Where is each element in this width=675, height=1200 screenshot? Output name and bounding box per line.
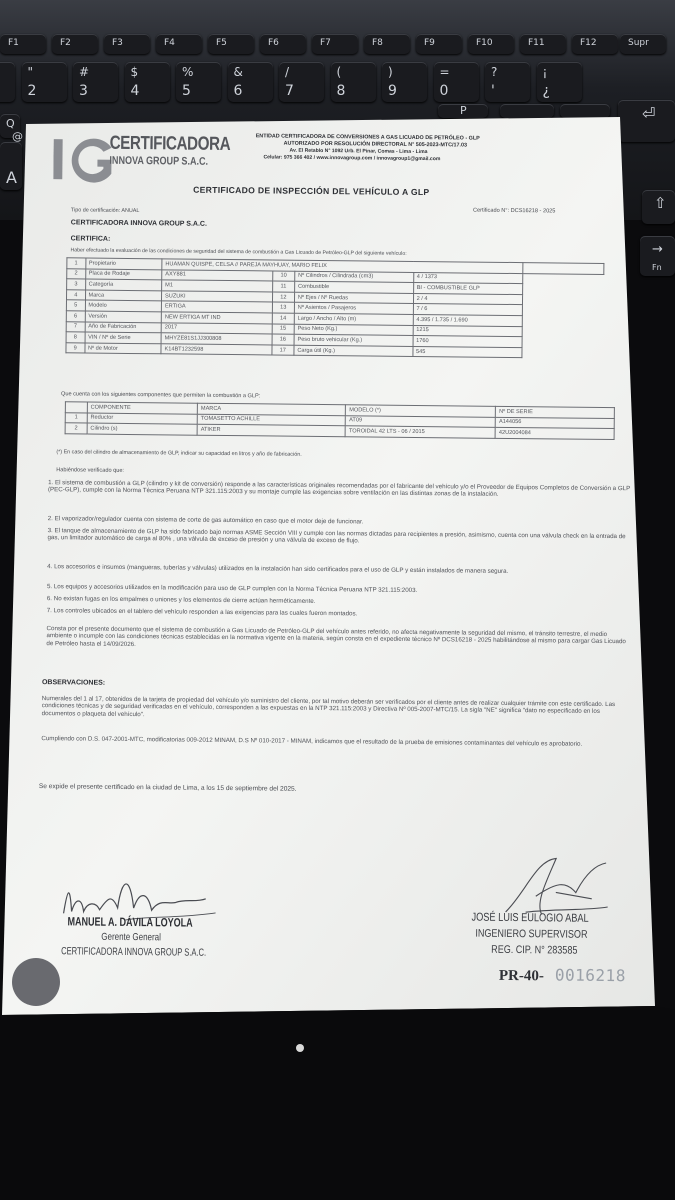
table-cell: 13 xyxy=(272,302,294,313)
table-cell: 545 xyxy=(412,346,521,358)
number-key-symbol: # xyxy=(79,65,90,79)
number-key-digit: 3 xyxy=(79,83,88,99)
number-key-digit: ¿ xyxy=(542,83,550,99)
table-cell: Peso Neto (Kg.) xyxy=(294,324,413,336)
table-cell: Largo / Ancho / Alto (m) xyxy=(294,313,413,325)
function-key-label: F12 xyxy=(580,38,597,48)
table-cell: 7 / 6 xyxy=(413,304,522,316)
certificate-document xyxy=(15,107,642,1018)
shift-icon: ⇧ xyxy=(654,194,667,212)
function-key-label: F4 xyxy=(164,38,175,48)
table-cell: ATIKER xyxy=(197,424,345,436)
verification-item: 4. Los accesorios e insumos (mangueras, tuberías y válvulas) utilizados en la instalación han sido certificados para el uso de GLP y están instalados de manera segura. xyxy=(47,563,509,575)
number-key-symbol: ) xyxy=(388,65,393,79)
table-cell: TOROIDAL 42 LTS - 06 / 2015 xyxy=(345,426,495,438)
vehicle-table xyxy=(65,257,604,359)
table-header-cell: MODELO (*) xyxy=(346,405,496,417)
table-cell: 5 xyxy=(66,300,85,311)
number-key-digit: 7 xyxy=(285,83,294,99)
number-key-symbol: ( xyxy=(336,65,342,79)
verification-item: 6. No existan fugas en los empalmes o uniones y los elementos de cierre actúan herméticamente. xyxy=(46,595,316,605)
table-cell: 42U2004084 xyxy=(495,427,614,439)
verification-item: 2. El vaporizador/regulador cuenta con sistema de corte de gas automático en caso que el motor deje de funcionar. xyxy=(47,515,364,526)
key-q-label: Q xyxy=(6,117,15,130)
number-key-symbol: / xyxy=(285,65,290,79)
table-cell: AT09 xyxy=(346,415,496,427)
table-cell: TOMASETTO ACHILLE xyxy=(197,414,345,426)
table-cell: Nº Asientos / Pasajeros xyxy=(294,303,413,315)
number-key-digit: 9 xyxy=(388,83,397,99)
signer-right-reg: REG. CIP. N° 283585 xyxy=(491,943,578,957)
number-key-symbol: " xyxy=(27,65,34,79)
observaciones-1: Numerales del 1 al 17, obtenidos de la tarjeta de propiedad del vehículo y/o suministro del cliente, por tal motivo deberán ser verificados por el cliente antes de realizar cualquier trámite con este certificado. Las condiciones técnicas y de seguridad verificadas en el vehículo, corresponden a las expuestas en la NTP 321.115:2003 y Directiva Nº 005-2007-MTC/15. La sigla "NE" significa "dato no especificado en los documentos o plaqueta del vehículo". xyxy=(41,695,616,718)
table-cell: 7 xyxy=(66,321,85,332)
signer-right-name: JOSÉ LUIS EULOGIO ABAL xyxy=(471,911,589,925)
table-header-cell: COMPONENTE xyxy=(87,402,197,414)
fn-label: Fn xyxy=(652,263,662,272)
table-cell: 4 xyxy=(66,290,85,301)
table-cell: HUAMAN QUISPE, CELSA // PAREJA MAYHUAY, MARIO FELIX xyxy=(162,259,523,273)
function-key-label: F7 xyxy=(320,38,331,48)
table-cell: 12 xyxy=(272,292,294,303)
table-cell: Marca xyxy=(85,290,162,301)
components-intro: Que cuenta con los siguientes componentes que permiten la combustión a GLP: xyxy=(60,391,261,400)
table-cell: Nº Cilindros / Cilindrada (cm3) xyxy=(295,271,414,283)
table-cell: Modelo xyxy=(85,300,162,311)
table-header-cell xyxy=(65,402,87,413)
table-cell: Versión xyxy=(85,311,162,322)
table-cell: AXY881 xyxy=(162,269,273,281)
function-key-label: F1 xyxy=(8,38,19,48)
table-cell: 16 xyxy=(272,334,294,345)
number-key-symbol: ? xyxy=(491,65,498,79)
table-cell: 2 xyxy=(67,268,86,279)
components-table xyxy=(65,401,615,440)
serial-number: 0016218 xyxy=(554,965,626,986)
entity-line-4: Celular: 975 366 402 / www.innovagroup.com / innovagroup1@gmail.com xyxy=(263,154,441,163)
verification-item: 1. El sistema de combustión a GLP (cilindro y kit de conversión) responde a las características originales recomendadas por el fabricante del vehículo y/o el Proveedor de Equipos Completos de Conversión a GLP (PEC-GLP), cumple con la Norma Técnica Peruana NTP 321.115:2003 y su montaje cumple las exigencias sobre ventilación en las distintas zonas de la instalación. xyxy=(47,479,631,499)
intro-text: Haber efectuado la evaluación de las condiciones de seguridad del sistema de combustión a Gas Licuado de Petróleo-GLP del siguiente vehículo: xyxy=(70,247,407,257)
table-cell: 1215 xyxy=(413,325,522,337)
table-cell: 3 xyxy=(67,279,86,290)
table-cell: Nº Ejes / Nº Ruedas xyxy=(294,292,413,304)
table-cell: Año de Fabricación xyxy=(85,322,162,333)
table-cell: Cilindro (s) xyxy=(87,423,197,435)
number-key-symbol: % xyxy=(182,65,194,79)
table-cell: VIN / Nº de Serie xyxy=(85,332,162,343)
number-key-digit: 2 xyxy=(27,83,37,99)
table-cell: Carga útil (Kg.) xyxy=(294,345,413,357)
company-name: CERTIFICADORA INNOVA GROUP S.A.C. xyxy=(70,219,207,228)
certificate-type: Tipo de certificación: ANUAL xyxy=(70,207,140,215)
table-cell: Propietario xyxy=(85,258,162,269)
table-header-cell: Nº DE SERIE xyxy=(496,406,615,418)
table-cell: Reductor xyxy=(87,413,197,425)
table-cell: 17 xyxy=(272,345,294,356)
certificate-title: CERTIFICADO DE INSPECCIÓN DEL VEHÍCULO A GLP xyxy=(193,184,430,198)
table-cell: 2 xyxy=(65,423,87,434)
footnote: (*) En caso del cilindro de almacenamiento de GLP, indicar su capacidad en litros y año de fabricación. xyxy=(56,449,302,458)
form-code: PR-40- xyxy=(498,967,545,985)
table-cell: 2017 xyxy=(161,322,272,334)
function-key-label: F2 xyxy=(60,38,71,48)
table-cell: MHYZE81S1JJ300808 xyxy=(161,333,272,345)
arrow-right-icon: → xyxy=(652,242,663,257)
table-cell: A144056 xyxy=(495,417,614,429)
logo-subtitle: INNOVA GROUP S.A.C. xyxy=(109,154,209,168)
table-cell: 6 xyxy=(66,311,85,322)
number-key-digit: 6 xyxy=(233,83,243,99)
table-cell: 11 xyxy=(272,281,294,292)
number-key-symbol: = xyxy=(439,65,450,79)
table-cell: 4.395 / 1.735 / 1.690 xyxy=(413,314,522,326)
function-key-label: F6 xyxy=(268,38,279,48)
table-cell: ERTIGA xyxy=(161,301,272,313)
verification-item: 7. Los controles ubicados en el tablero del vehículo responden a las exigencias para las cuales fueron montados. xyxy=(46,607,358,618)
table-cell: NEW ERTIGA MT IND xyxy=(161,312,272,324)
table-cell: Categoría xyxy=(85,279,162,290)
key-p-label: P xyxy=(460,104,467,117)
number-key-digit: 4 xyxy=(130,83,140,99)
device-body xyxy=(0,1006,675,1200)
number-key-digit: 8 xyxy=(336,83,346,99)
table-cell: Nº de Motor xyxy=(84,343,161,354)
number-key-digit: 0 xyxy=(439,83,449,99)
table-cell: 1 xyxy=(65,412,87,423)
key-at-label: @ xyxy=(12,130,23,143)
entity-line-1: ENTIDAD CERTIFICADORA DE CONVERSIONES A GAS LICUADO DE PETRÓLEO - GLP xyxy=(255,133,480,142)
function-key-label: F9 xyxy=(424,38,435,48)
signer-right-role: INGENIERO SUPERVISOR xyxy=(475,927,588,941)
function-key-label: Supr xyxy=(628,38,649,48)
table-cell: 8 xyxy=(66,332,85,343)
signer-left-name: MANUEL A. DÁVILA LOYOLA xyxy=(67,914,193,930)
table-cell: 9 xyxy=(66,343,85,354)
verified-intro: Habiéndose verificado que: xyxy=(56,467,125,474)
table-cell: M1 xyxy=(162,280,273,292)
table-cell: Combustible xyxy=(294,281,413,293)
logo-title: CERTIFICADORA xyxy=(109,132,231,156)
table-cell: K14BT1232598 xyxy=(161,344,272,356)
number-key-digit: 5 xyxy=(182,83,191,99)
consta-text: Consta por el presente documento que el sistema de combustión a Gas Licuado de Petróleo-GLP del vehículo antes referido, no afecta negativamente la seguridad del mismo, el tránsito terrestre, el medio ambiente o incumple con las condiciones técnicas establecidas en la normativa vigente en la materia, según consta en el expediente técnico Nº DCS16218 - 2025 habilitándose al mismo para cargar Gas Licuado de Petróleo hasta el 14/09/2026. xyxy=(46,625,626,648)
number-key-digit: ' xyxy=(491,83,495,99)
function-key-label: F8 xyxy=(372,38,383,48)
entity-line-2: AUTORIZADO POR RESOLUCIÓN DIRECTORAL N° 505-2023-MTC/17.03 xyxy=(283,140,468,149)
table-cell: 1760 xyxy=(413,336,522,348)
table-cell: 1 xyxy=(67,258,86,269)
verification-item: 3. El tanque de almacenamiento de GLP ha sido fabricado bajo normas ASME Sección VIII y cumple con las normas dictadas para recipientes a presión, asimismo, cuenta con una válvula check en la entrada de gas, un limitador automático de carga al 80% , una válvula de exceso de presión y una válvula de exceso de flujo. xyxy=(47,527,626,545)
signer-left-company: CERTIFICADORA INNOVA GROUP S.A.C. xyxy=(61,945,207,959)
observaciones-2: Cumpliendo con D.S. 047-2001-MTC, modificatorias 009-2012 MINAM, D.S Nº 010-2017 - MINAM, indicamos que el resultado de la prueba de emisiones contaminantes del vehículo es aprobatorio. xyxy=(41,735,583,748)
verification-item: 5. Los equipos y accesorios utilizados en la modificación para uso de GLP cumplen con la Norma Técnica Peruana NTP 321.115:2003. xyxy=(46,583,418,595)
function-key-label: F10 xyxy=(476,38,493,48)
function-key-label: F3 xyxy=(112,38,123,48)
key-a-label: A xyxy=(6,168,17,187)
table-cell: 4 / 1373 xyxy=(413,272,522,284)
certifica-label: CERTIFICA: xyxy=(70,235,111,243)
table-cell: Peso bruto vehicular (Kg.) xyxy=(294,334,413,346)
table-cell: Placa de Rodaje xyxy=(85,269,162,280)
table-cell: SUZUKI xyxy=(162,291,273,303)
signer-left-role: Gerente General xyxy=(101,931,161,944)
function-key-label: F11 xyxy=(528,38,545,48)
function-key-label: F5 xyxy=(216,38,227,48)
table-cell: 2 / 4 xyxy=(413,293,522,305)
device-light-icon xyxy=(296,1044,304,1052)
table-row xyxy=(66,343,603,359)
table-cell: BI - COMBUSTIBLE GLP xyxy=(413,283,522,295)
number-key-symbol: ¡ xyxy=(542,65,548,79)
observaciones-title: OBSERVACIONES: xyxy=(41,679,106,687)
number-key-symbol: & xyxy=(233,65,243,79)
table-cell xyxy=(522,263,604,274)
number-key-symbol: $ xyxy=(130,65,139,79)
issued-text: Se expide el presente certificado en la ciudad de Lima, a los 15 de septiembre del 2025. xyxy=(38,783,297,793)
enter-icon: ⏎ xyxy=(642,104,656,123)
table-cell: 14 xyxy=(272,313,294,324)
table-cell: 15 xyxy=(272,324,294,335)
certificate-number: Certificado N°: DCS16218 - 2025 xyxy=(472,207,556,215)
table-header-cell: MARCA xyxy=(197,403,345,415)
consta-paragraph xyxy=(46,625,631,653)
entity-line-3: Av. El Retablo N° 1092 Urb. El Pinar, Comas - Lima - Lima xyxy=(289,147,428,156)
table-cell: 10 xyxy=(272,271,294,282)
